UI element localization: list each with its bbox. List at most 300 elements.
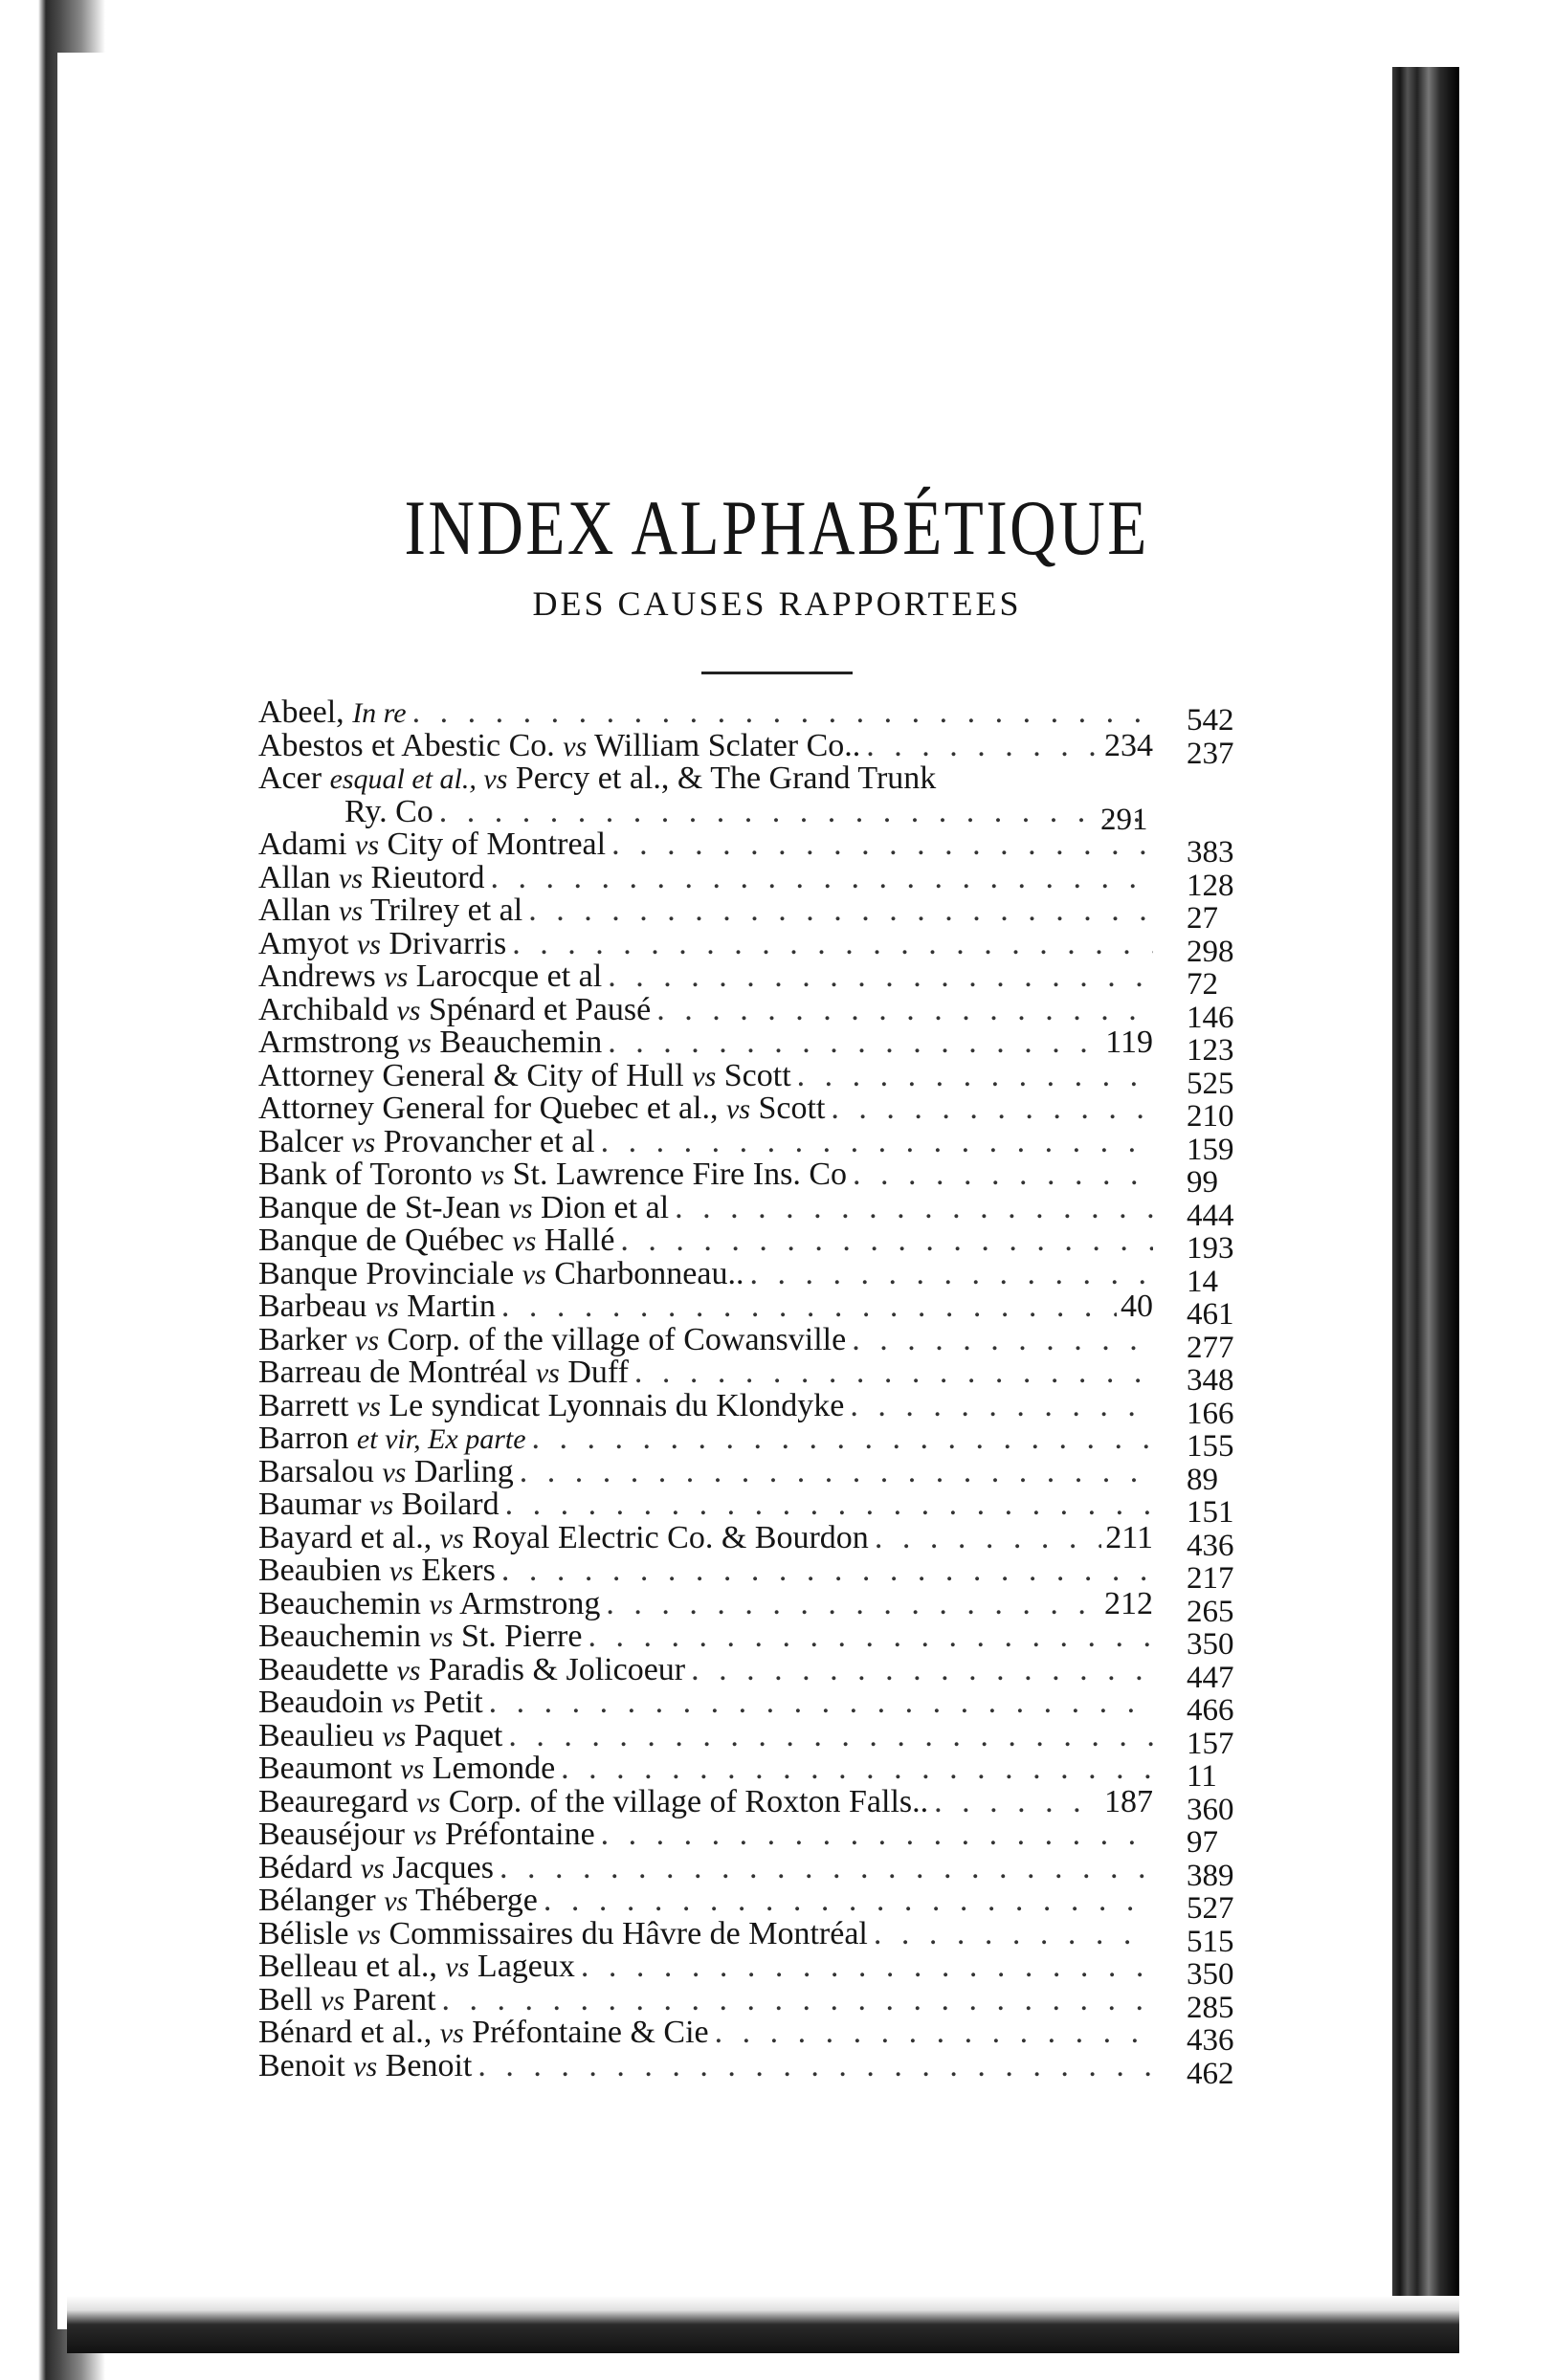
party-name: Beaudoin	[258, 1686, 384, 1720]
index-entry-line	[258, 1686, 1153, 1721]
opposing-party: Provancher et al	[383, 1125, 595, 1159]
case-title	[258, 960, 602, 995]
opposing-party: Paradis & Jolicoeur	[428, 1653, 686, 1687]
page-number: 217	[1187, 1561, 1234, 1596]
versus-marker: vs	[407, 1027, 432, 1059]
index-entry-line	[258, 960, 1153, 995]
party-name: Bank of Toronto	[258, 1158, 473, 1192]
page-number: 350	[1187, 1627, 1234, 1662]
index-subtitle: DES CAUSES RAPPORTEES	[532, 584, 1022, 623]
case-title	[258, 994, 651, 1028]
versus-marker: vs	[396, 1654, 421, 1686]
page-number: 525	[1187, 1066, 1234, 1101]
index-entry	[258, 1356, 1263, 1398]
party-name: Bélanger	[258, 1884, 376, 1918]
case-title	[258, 1884, 538, 1919]
versus-marker: vs	[400, 1753, 425, 1785]
page-number: 11	[1187, 1759, 1217, 1794]
page-number: 128	[1187, 868, 1234, 903]
case-qualifier: et vir, Ex parte	[356, 1423, 526, 1455]
dot-leader	[825, 1092, 1153, 1126]
versus-marker: vs	[416, 1786, 441, 1818]
page-edges-bottom	[67, 2296, 1459, 2353]
opposing-party: Percy et al., & The Grand Trunk	[515, 762, 937, 796]
page-number: 461	[1187, 1297, 1234, 1332]
index-entry-line	[258, 1192, 1153, 1226]
dot-leader	[651, 994, 1153, 1027]
index-entry	[258, 828, 1263, 870]
index-entry-line	[258, 1950, 1153, 1985]
alternate-page-number: 212	[1104, 1587, 1153, 1621]
case-title	[258, 1026, 602, 1061]
index-entry	[258, 1620, 1263, 1662]
case-title	[258, 1290, 496, 1325]
page-number: 166	[1187, 1396, 1234, 1431]
page-number: 389	[1187, 1858, 1234, 1893]
index-entry	[258, 1752, 1263, 1794]
case-title	[258, 1488, 500, 1523]
index-entry-line	[258, 1092, 1153, 1127]
dot-leader	[514, 1456, 1153, 1489]
opposing-party: St. Pierre	[460, 1620, 583, 1654]
case-title	[258, 1456, 514, 1490]
case-title	[258, 828, 606, 863]
versus-marker: vs	[726, 1093, 750, 1125]
alternate-page-number: 187	[1104, 1785, 1153, 1819]
page-number: 447	[1187, 1660, 1234, 1695]
dot-leader	[847, 1158, 1153, 1192]
index-entry	[258, 1587, 1263, 1629]
versus-marker: vs	[512, 1225, 537, 1257]
case-title	[258, 1158, 847, 1193]
index-entry	[258, 1785, 1263, 1827]
index-entry	[258, 1191, 1263, 1233]
versus-marker: vs	[353, 2050, 378, 2082]
case-title	[258, 1588, 600, 1622]
case-qualifier: In re	[352, 697, 407, 729]
party-name: Barrett	[258, 1389, 349, 1423]
index-entry-line	[258, 1422, 1153, 1457]
dot-leader	[496, 1554, 1153, 1588]
page-number: 285	[1187, 1990, 1234, 2025]
index-entry	[258, 1290, 1263, 1332]
opposing-party: Duff	[567, 1356, 629, 1390]
versus-marker: vs	[692, 1060, 717, 1092]
index-entry	[258, 2049, 1263, 2091]
party-name: Ry. Co	[344, 795, 433, 828]
index-entry	[258, 696, 1263, 738]
party-name: Abeel,	[258, 696, 344, 730]
case-title	[258, 1852, 494, 1886]
party-name: Baumar	[258, 1488, 362, 1522]
party-name: Attorney General & City of Hull	[258, 1059, 684, 1093]
opposing-party: Rieutord	[370, 861, 485, 895]
index-entry-line	[258, 1654, 1153, 1688]
opposing-party: Jacques	[392, 1851, 494, 1885]
index-entry-line	[258, 1852, 1153, 1886]
dot-leader	[606, 828, 1153, 862]
dot-leader	[538, 1884, 1153, 1918]
opposing-party: Darling	[413, 1455, 514, 1489]
dot-leader	[860, 730, 1100, 763]
index-entry	[258, 1884, 1263, 1926]
dot-leader	[709, 2016, 1153, 2050]
index-entry-line	[258, 696, 1153, 731]
opposing-party: Préfontaine	[444, 1818, 595, 1852]
versus-marker: vs	[412, 1819, 437, 1851]
page-edges-right	[1392, 67, 1459, 2353]
case-title	[258, 1720, 502, 1754]
case-title	[258, 1126, 595, 1160]
party-name: Barron	[258, 1422, 349, 1456]
case-title	[258, 1554, 496, 1589]
versus-marker: vs	[563, 730, 588, 762]
versus-marker: vs	[388, 1555, 413, 1587]
dot-leader	[500, 1488, 1153, 1522]
versus-marker: vs	[508, 1192, 533, 1224]
case-title	[258, 1984, 436, 2018]
page-number: 123	[1187, 1033, 1234, 1068]
index-entry	[258, 1521, 1263, 1563]
case-title	[258, 1258, 744, 1292]
page-number: 72	[1187, 967, 1218, 1002]
case-title	[258, 1522, 869, 1556]
index-entry-line	[258, 1026, 1153, 1061]
opposing-party: Drivarris	[388, 927, 507, 961]
party-name: Benoit	[258, 2049, 345, 2083]
index-entry	[258, 993, 1263, 1035]
index-entry-line	[258, 1126, 1153, 1160]
index-entry-line	[258, 1588, 1153, 1622]
page-number: 159	[1187, 1132, 1234, 1167]
index-entry-line	[258, 1390, 1153, 1424]
party-name: Beauchemin	[258, 1620, 421, 1654]
alternate-page-number: 234	[1104, 729, 1153, 763]
index-entry	[258, 1158, 1263, 1200]
opposing-party: Commissaires du Hâvre de Montréal	[388, 1917, 868, 1951]
index-entry	[258, 960, 1263, 1002]
party-name: Barker	[258, 1323, 347, 1357]
page-number: 277	[1187, 1330, 1234, 1365]
dot-leader	[483, 1686, 1153, 1720]
index-entry-line	[258, 1324, 1153, 1358]
index-entry-line	[258, 1522, 1153, 1556]
index-entry	[258, 1455, 1263, 1497]
case-title	[258, 762, 936, 797]
versus-marker: vs	[390, 1687, 415, 1719]
dot-leader	[485, 862, 1153, 895]
index-title: INDEX ALPHABÉTIQUE	[404, 484, 1149, 571]
index-entry-line	[258, 1620, 1153, 1655]
opposing-party: Le syndicat Lyonnais du Klondyke	[388, 1389, 845, 1423]
case-qualifier: esqual et al., vs	[329, 763, 508, 795]
versus-marker: vs	[355, 829, 380, 861]
case-title	[258, 696, 407, 731]
index-entry-line	[344, 796, 1153, 829]
dot-leader	[685, 1654, 1153, 1687]
dot-leader	[744, 1258, 1153, 1291]
index-entry-line	[258, 730, 1153, 764]
versus-marker: vs	[355, 1324, 380, 1356]
index-entry	[258, 729, 1263, 771]
opposing-party: William Sclater Co..	[594, 729, 861, 763]
dot-leader	[407, 696, 1153, 730]
index-entry	[258, 1026, 1263, 1068]
versus-marker: vs	[480, 1159, 505, 1191]
party-name: Beauregard	[258, 1785, 409, 1819]
index-entry	[258, 1257, 1263, 1299]
page-number: 348	[1187, 1363, 1234, 1398]
party-name: Banque de St-Jean	[258, 1191, 501, 1225]
title-divider	[701, 672, 853, 674]
page-number: 436	[1187, 2023, 1234, 2058]
index-entry	[258, 894, 1263, 936]
page-number: 89	[1187, 1462, 1218, 1497]
opposing-party: Benoit	[385, 2049, 473, 2083]
opposing-party: Beauchemin	[439, 1026, 603, 1060]
party-name: Acer	[258, 762, 322, 796]
dot-leader	[595, 1818, 1153, 1852]
party-name: Bénard et al.,	[258, 2016, 433, 2050]
party-name: Beaubien	[258, 1554, 382, 1588]
dot-leader	[791, 1060, 1153, 1093]
party-name: Beaumont	[258, 1752, 392, 1786]
opposing-party: Martin	[407, 1290, 496, 1324]
versus-marker: vs	[535, 1357, 560, 1389]
case-title	[258, 1192, 669, 1226]
party-name: Beaudette	[258, 1653, 388, 1687]
case-title	[258, 894, 522, 929]
index-entry-line	[258, 1456, 1153, 1490]
index-entry-line	[258, 1918, 1153, 1952]
party-name: Bell	[258, 1983, 313, 2017]
dot-leader	[629, 1356, 1153, 1390]
dot-leader	[436, 1984, 1153, 2017]
party-name: Bédard	[258, 1851, 353, 1885]
index-entry-line	[258, 1818, 1153, 1853]
index-entry	[258, 1686, 1263, 1728]
versus-marker: vs	[384, 1885, 409, 1917]
versus-marker: vs	[356, 1390, 381, 1422]
opposing-party: Corp. of the village of Roxton Falls..	[448, 1785, 929, 1819]
opposing-party: Scott	[723, 1059, 791, 1093]
index-entry-line	[258, 1258, 1153, 1292]
page-number: 237	[1187, 736, 1234, 771]
case-title	[258, 1620, 582, 1655]
case-title	[258, 928, 506, 962]
party-name: Abestos et Abestic Co.	[258, 729, 555, 763]
party-name: Barreau de Montréal	[258, 1356, 528, 1390]
case-title	[258, 1918, 868, 1952]
index-entry-line	[258, 1720, 1153, 1754]
opposing-party: Scott	[758, 1092, 826, 1126]
party-name: Bélisle	[258, 1917, 349, 1951]
versus-marker: vs	[369, 1489, 394, 1521]
versus-marker: vs	[429, 1588, 454, 1620]
index-entry	[258, 1092, 1263, 1134]
dot-leader	[472, 2050, 1153, 2083]
opposing-party: Paquet	[413, 1719, 503, 1753]
party-name: Beauchemin	[258, 1587, 421, 1621]
dot-leader	[496, 1290, 1117, 1324]
page-number: 515	[1187, 1924, 1234, 1959]
dot-leader	[868, 1918, 1153, 1951]
party-name: Archibald	[258, 993, 388, 1027]
index-entry	[258, 1653, 1263, 1695]
dot-leader	[844, 1390, 1153, 1423]
dot-leader	[433, 796, 1153, 829]
party-name: Amyot	[258, 927, 349, 961]
index-entry	[258, 762, 1263, 796]
page-number: 146	[1187, 1000, 1234, 1035]
case-title	[258, 1950, 575, 1985]
versus-marker: vs	[356, 1918, 381, 1950]
opposing-party: Théberge	[415, 1884, 538, 1918]
opposing-party: Préfontaine & Cie	[472, 2016, 709, 2050]
alternate-page-number: 211	[1105, 1521, 1153, 1555]
page-number: 542	[1187, 703, 1234, 738]
index-entry	[258, 1554, 1263, 1596]
versus-marker: vs	[382, 1720, 407, 1752]
index-entry	[258, 1059, 1263, 1101]
opposing-party: Royal Electric Co. & Bourdon	[472, 1521, 869, 1555]
index-entry-line	[258, 2050, 1153, 2084]
party-name: Allan	[258, 861, 331, 895]
versus-marker: vs	[382, 1456, 407, 1488]
index-entry-line	[258, 1290, 1153, 1325]
index-entry-line	[258, 1488, 1153, 1523]
case-title	[258, 1324, 846, 1358]
index-list	[258, 696, 1263, 2091]
index-entry-line	[258, 862, 1153, 896]
case-title	[258, 862, 485, 896]
case-title	[344, 796, 433, 829]
page-number: 291	[1100, 802, 1148, 837]
index-entry	[258, 1983, 1263, 2025]
dot-leader	[614, 1224, 1153, 1258]
index-entry-line	[258, 1884, 1153, 1919]
case-title	[258, 1786, 928, 1820]
opposing-party: Boilard	[401, 1488, 500, 1522]
page-number: 97	[1187, 1825, 1218, 1860]
versus-marker: vs	[339, 895, 364, 927]
alternate-page-number: 119	[1105, 1026, 1153, 1060]
index-entry-line	[258, 894, 1153, 929]
versus-marker: vs	[396, 994, 421, 1026]
index-entry-line	[258, 1984, 1153, 2018]
index-entry	[258, 2016, 1263, 2058]
opposing-party: Hallé	[544, 1224, 615, 1258]
party-name: Beauséjour	[258, 1818, 405, 1852]
dot-leader	[595, 1126, 1153, 1159]
dot-leader	[575, 1950, 1153, 1984]
opposing-party: Dion et al	[541, 1191, 670, 1225]
case-title	[258, 1390, 844, 1424]
party-name: Adami	[258, 828, 347, 862]
versus-marker: vs	[374, 1291, 399, 1323]
case-title	[258, 2050, 472, 2084]
dot-leader	[555, 1752, 1153, 1786]
dot-leader	[522, 894, 1153, 928]
party-name: Barsalou	[258, 1455, 374, 1489]
index-entry-line	[258, 1752, 1153, 1787]
opposing-party: Corp. of the village of Cowansville	[387, 1323, 847, 1357]
page-number: 444	[1187, 1198, 1234, 1233]
index-entry-line	[258, 1554, 1153, 1589]
versus-marker: vs	[339, 862, 364, 894]
case-title	[258, 730, 860, 764]
page-number: 265	[1187, 1594, 1234, 1629]
versus-marker: vs	[356, 928, 381, 960]
dot-leader	[502, 1720, 1153, 1753]
case-title	[258, 1686, 483, 1721]
index-entry-line	[258, 994, 1153, 1028]
dot-leader	[600, 1588, 1100, 1621]
opposing-party: Trilrey et al	[369, 894, 523, 928]
case-title	[258, 1224, 614, 1259]
case-title	[258, 2016, 709, 2051]
page-number: 193	[1187, 1231, 1234, 1266]
page-number: 360	[1187, 1792, 1234, 1827]
index-entry	[258, 1389, 1263, 1431]
opposing-party: Larocque et al	[415, 960, 603, 994]
party-name: Attorney General for Quebec et al.,	[258, 1092, 719, 1126]
opposing-party: Spénard et Pausé	[428, 993, 652, 1027]
index-entry-line	[258, 2016, 1153, 2051]
page-number: 157	[1187, 1726, 1234, 1761]
versus-marker: vs	[351, 1126, 376, 1158]
party-name: Bayard et al.,	[258, 1521, 433, 1555]
versus-marker: vs	[321, 1984, 345, 2016]
index-entry	[258, 1488, 1263, 1530]
index-entry-line	[258, 1060, 1153, 1094]
party-name: Armstrong	[258, 1026, 400, 1060]
opposing-party: Parent	[352, 1983, 436, 2017]
page-number: 155	[1187, 1429, 1234, 1464]
opposing-party: Lemonde	[432, 1752, 556, 1786]
dot-leader	[846, 1324, 1153, 1357]
page-number: 210	[1187, 1099, 1234, 1134]
page-number: 99	[1187, 1165, 1218, 1200]
page-number: 462	[1187, 2056, 1234, 2091]
index-entry	[258, 1323, 1263, 1365]
index-entry	[258, 1422, 1263, 1464]
alternate-page-number: 40	[1121, 1290, 1153, 1324]
case-title	[258, 1092, 825, 1127]
index-entry-line	[258, 762, 1153, 797]
party-name: Andrews	[258, 960, 376, 994]
dot-leader	[928, 1786, 1100, 1819]
page-number: 436	[1187, 1528, 1234, 1563]
index-entry-line	[258, 828, 1153, 863]
party-name: Belleau et al.,	[258, 1950, 437, 1984]
index-entry	[258, 1917, 1263, 1959]
dot-leader	[602, 960, 1153, 994]
opposing-party: City of Montreal	[387, 828, 607, 862]
versus-marker: vs	[384, 961, 409, 993]
dot-leader	[669, 1192, 1153, 1225]
dot-leader	[526, 1422, 1153, 1456]
versus-marker: vs	[429, 1621, 454, 1653]
index-entry	[258, 861, 1263, 903]
dot-leader	[869, 1522, 1101, 1555]
index-entry	[258, 795, 1263, 837]
index-entry-line	[258, 928, 1153, 962]
party-name: Allan	[258, 894, 331, 928]
case-title	[258, 1422, 526, 1457]
dot-leader	[582, 1620, 1153, 1654]
opposing-party: Petit	[423, 1686, 483, 1720]
